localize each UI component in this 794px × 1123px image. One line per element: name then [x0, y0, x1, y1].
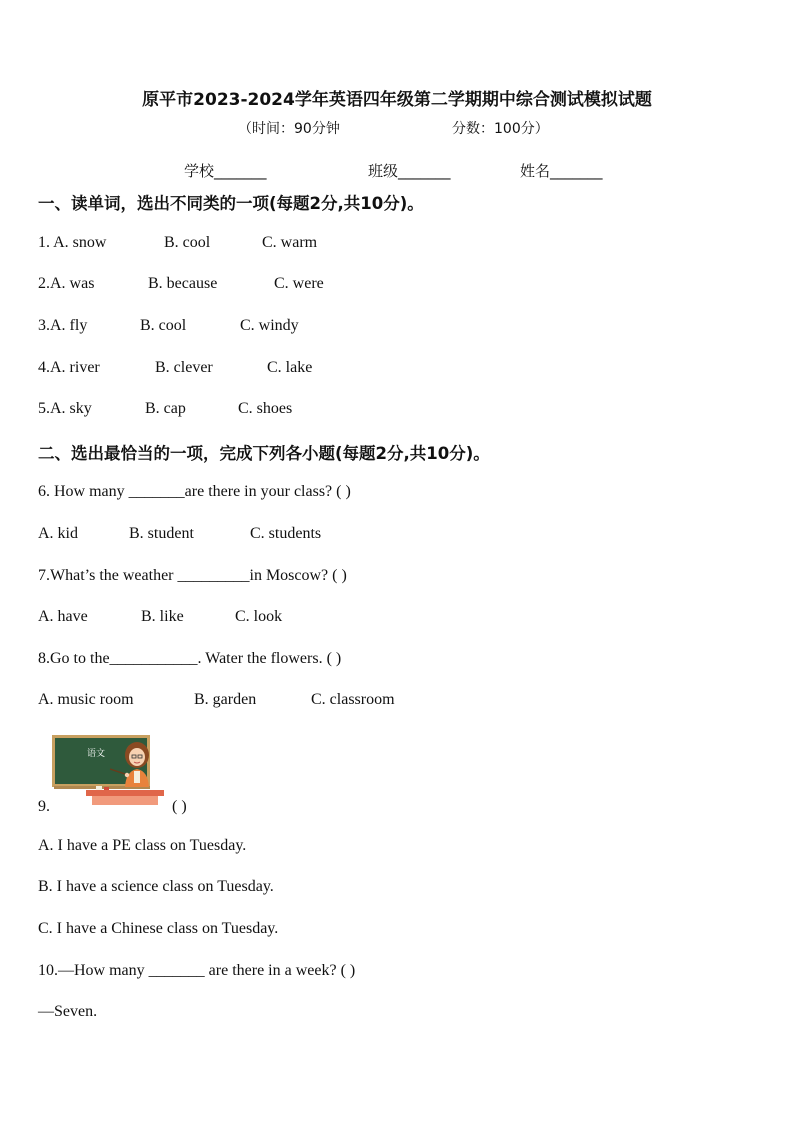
q1-option-b: B. cool — [164, 234, 211, 251]
q6-option-a: A. kid — [38, 525, 78, 542]
teacher-blackboard-illustration — [50, 733, 166, 807]
q1-option-a: 1. A. snow — [38, 234, 107, 251]
q2-option-c: C. were — [274, 275, 324, 292]
q9-option-a: A. I have a PE class on Tuesday. — [38, 837, 247, 854]
q4-option-b: B. clever — [155, 359, 213, 376]
q1-option-c: C. warm — [262, 234, 318, 251]
q2-option-a: 2.A. was — [38, 275, 95, 292]
q7-stem: 7.What’s the weather _________in Moscow? ( ) — [38, 567, 347, 584]
q10-stem: 10.—How many _______ are there in a week? ( ) — [38, 962, 356, 979]
school-field: 学校_______ — [184, 162, 267, 180]
q10-answer: —Seven. — [38, 1003, 98, 1020]
q7-option-a: A. have — [38, 608, 88, 625]
name-field: 姓名_______ — [520, 162, 603, 180]
q8-option-c: C. classroom — [311, 691, 395, 708]
q9-option-c: C. I have a Chinese class on Tuesday. — [38, 920, 279, 937]
board-text: 语文 — [87, 749, 106, 759]
q5-option-c: C. shoes — [238, 400, 293, 417]
q8-option-b: B. garden — [194, 691, 257, 708]
q3-option-a: 3.A. fly — [38, 317, 88, 334]
exam-score: 分数：100分） — [452, 121, 549, 137]
q2-option-b: B. because — [148, 275, 218, 292]
q7-option-c: C. look — [235, 608, 283, 625]
q7-option-b: B. like — [141, 608, 184, 625]
q5-option-a: 5.A. sky — [38, 400, 92, 417]
q9-answer-blank: ( ) — [172, 798, 187, 815]
exam-time: （时间：90分钟 — [238, 121, 340, 137]
q9-option-b: B. I have a science class on Tuesday. — [38, 878, 274, 895]
q3-option-b: B. cool — [140, 317, 187, 334]
q9-number: 9. — [38, 798, 50, 815]
class-field: 班级_______ — [368, 162, 451, 180]
q6-stem: 6. How many _______are there in your class? ( ) — [38, 483, 351, 500]
q6-option-c: C. students — [250, 525, 322, 542]
section-2-heading: 二、选出最恰当的一项，完成下列各小题(每题2分,共10分)。 — [38, 444, 490, 463]
q5-option-b: B. cap — [145, 400, 186, 417]
page-title: 原平市2023-2024学年英语四年级第二学期期中综合测试模拟试题 — [142, 90, 652, 110]
q3-option-c: C. windy — [240, 317, 299, 334]
q4-option-c: C. lake — [267, 359, 313, 376]
q8-stem: 8.Go to the___________. Water the flowers. ( ) — [38, 650, 342, 667]
section-1-heading: 一、读单词，选出不同类的一项(每题2分,共10分)。 — [38, 194, 424, 213]
q8-option-a: A. music room — [38, 691, 134, 708]
q4-option-a: 4.A. river — [38, 359, 100, 376]
q6-option-b: B. student — [129, 525, 194, 542]
